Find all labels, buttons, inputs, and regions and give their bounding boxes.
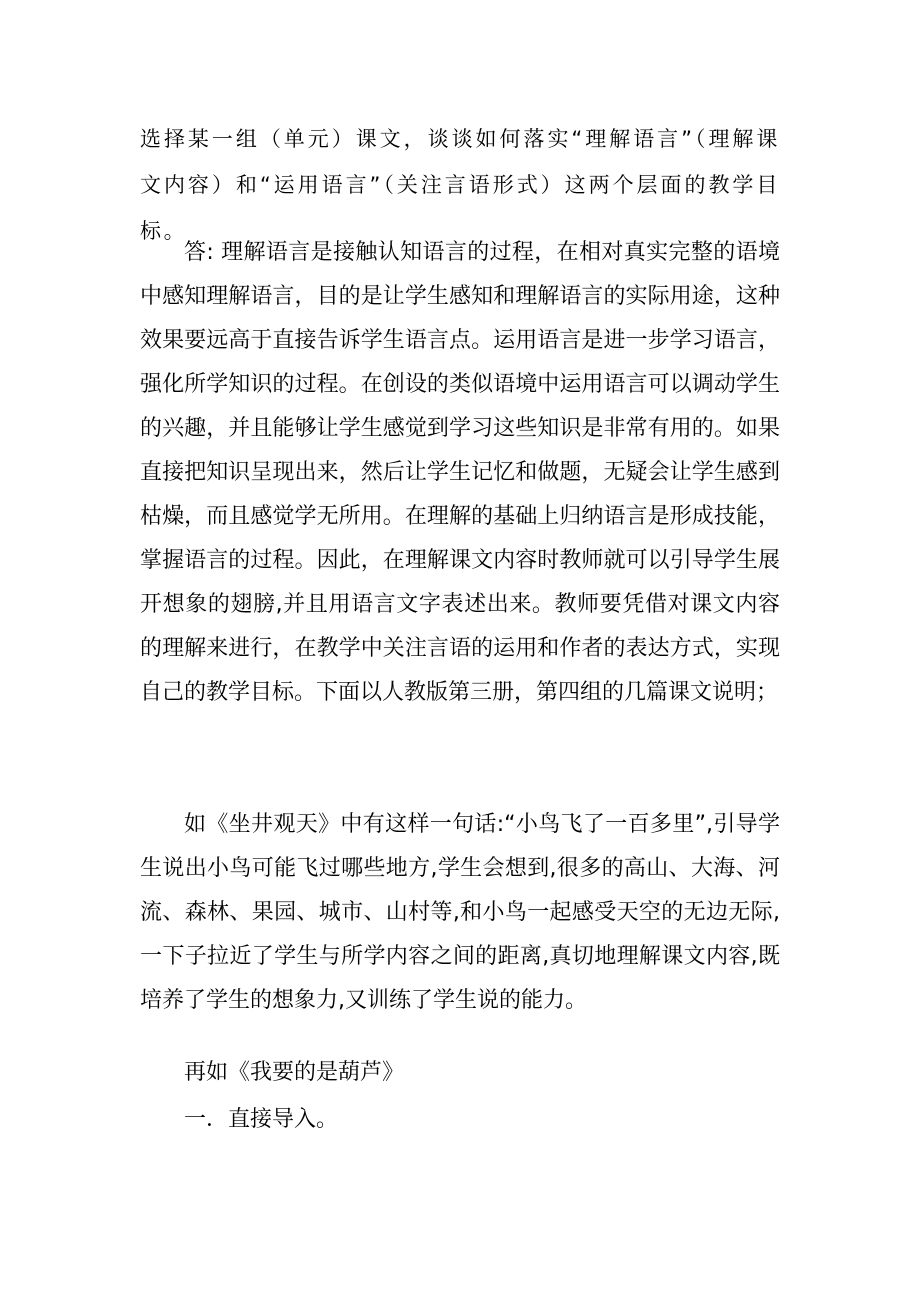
answer-paragraph: 答: 理解语言是接触认知语言的过程，在相对真实完整的语境中感知理解语言，目的是让学生感知和理解语言的实际用途，这种效果要远高于直接告诉学生语言点。运用语言是进一步学习语言，强化所学知识的过程。在创设的类似语境中运用语言可以调动学生的兴趣，并且能够让学生感觉到学习这些知识是非常有用的。如果直接把知识呈现出来，然后让学生记忆和做题，无疑会让学生感到枯燥，而且感觉学无所用。在理解的基础上归纳语言是形成技能，掌握语言的过程。因此，在理解课文内容时教师就可以引导学生展开想象的翅膀,并且用语言文字表述出来。教师要凭借对课文内容的理解来进行，在教学中关注言语的运用和作者的表达方式，实现自己的教学目标。下面以人教版第三册，第四组的几篇课文说明； [140, 240, 780, 705]
step-one-paragraph: 一．直接导入。 [184, 1107, 339, 1132]
question-paragraph: 选择某一组（单元）课文，谈谈如何落实“理解语言”（理解课文内容）和“运用语言”（关注言语形式）这两个层面的教学目标。 [140, 127, 780, 243]
example-paragraph-hulu: 再如《我要的是葫芦》 [184, 1060, 405, 1085]
example-paragraph-zuojingguantian: 如《坐井观天》中有这样一句话:“小鸟飞了一百多里”,引导学生说出小鸟可能飞过哪些地方,学生会想到,很多的高山、大海、河流、森林、果园、城市、山村等,和小鸟一起感受天空的无边无际,一下子拉近了学生与所学内容之间的距离,真切地理解课文内容,既培养了学生的想象力,又训练了学生说的能力。 [140, 812, 780, 1013]
